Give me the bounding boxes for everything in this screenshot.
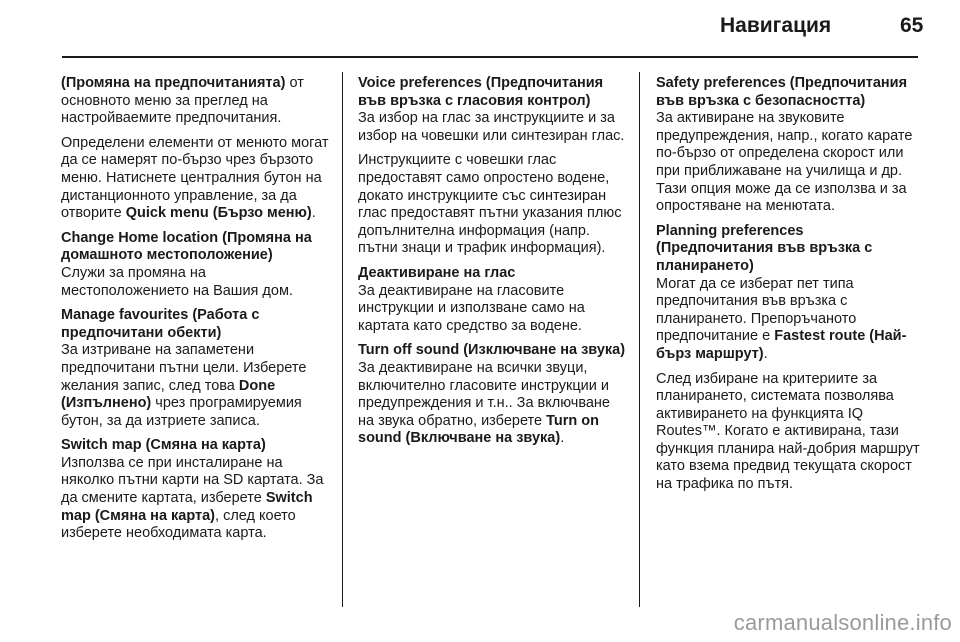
body-text: . <box>763 345 768 362</box>
section-heading: Деактивиране на глас <box>358 264 516 281</box>
section-safety-preferences <box>656 75 928 216</box>
menu-reference: Quick menu (Бързо меню) <box>125 205 312 222</box>
paragraph <box>61 75 333 128</box>
body-text: За деактивиране на гласовите инструкции и използване само на картата като средство за водене. <box>358 282 585 334</box>
paragraph <box>656 276 928 364</box>
section-heading: (Промяна на предпочитанията) <box>61 75 286 91</box>
section-heading: Voice preferences (Предпочитания във връзка с гласовия контрол) <box>358 75 604 109</box>
paragraph: След избиране на критериите за планирането, системата позволява активирането на функцията IQ Routes™. Когато е активирана, тази функция планира най-добрия маршрут като взема предвид текущата скорост на трафика по пътя. <box>656 370 920 493</box>
body-text: За активиране на звуковите предупреждения, напр., когато карате по-бързо от определена скорост или при приближаване на училища и др. Тази опция може да се използва и за опростяване на менютата. <box>656 110 913 215</box>
column-2 <box>358 75 630 455</box>
body-text: чрез програмируемия бутон, за да изтриете записа. <box>61 395 302 429</box>
paragraph: Инструкциите с човешки глас предоставят само опростено водене, докато инструкциите със синтезиран глас предоставят пътни указания плюс допълнителна информация (напр. пътни знаци и трафик информация). <box>358 152 622 257</box>
section-voice-preferences <box>358 75 630 258</box>
section-turn-off-sound <box>358 342 630 448</box>
column-divider <box>342 72 343 607</box>
menu-reference: Fastest route (Най-бърз маршрут) <box>656 328 907 362</box>
body-text: За изтриване на запаметени предпочитани пътни цели. Изберете желания запис, след това <box>61 342 307 394</box>
body-text: Използва се при инсталиране на няколко пътни карти на SD картата. За да смените картата, изберете <box>61 454 324 507</box>
menu-reference: Switch map (Смяна на карта) <box>61 490 313 524</box>
page-header-title: Навигация <box>720 14 832 37</box>
header-divider <box>62 56 918 58</box>
section-heading: Safety preferences (Предпочитания във връзка с безопасността) <box>656 75 908 109</box>
body-text: За деактивиране на всички звуци, включително гласовите инструкции и предупреждения и т.н.. За включване на звука обратно, изберете <box>358 359 610 429</box>
body-text: Определени елементи от менюто могат да се намерят по-бързо чрез бързото меню. Натиснете централния бутон на дистанционното управление, за да отворите <box>61 134 329 222</box>
section-disable-voice <box>358 265 630 335</box>
body-text: Служи за промяна на местоположението на Вашия дом. <box>61 264 293 299</box>
section-heading: Planning preferences <box>656 222 804 239</box>
section-heading: Change Home location (Промяна на домашното местоположение) <box>61 229 312 264</box>
paragraph <box>61 135 333 223</box>
section-planning-preferences <box>656 223 928 494</box>
body-text: , след което изберете необходимата карта. <box>61 507 296 542</box>
column-divider <box>639 72 640 607</box>
section-heading: (Предпочитания във връзка с планирането) <box>656 240 873 274</box>
body-text: . <box>560 430 565 447</box>
body-text: Могат да се изберат пет типа предпочитания във връзка с планирането. Препоръчаното предпочитание е <box>656 275 857 345</box>
body-text: от основното меню за преглед на настройваемите предпочитания. <box>61 75 304 127</box>
section-manage-favourites <box>61 307 333 430</box>
menu-reference: Done (Изпълнено) <box>61 377 276 412</box>
menu-reference: Turn on sound (Включване на звука) <box>358 412 599 447</box>
page-number: 65 <box>900 14 924 37</box>
paragraph: За избор на глас за инструкциите и за избор на човешки или синтезиран глас. <box>358 110 625 144</box>
section-switch-map <box>61 437 333 543</box>
watermark: carmanualsonline.info <box>733 610 952 635</box>
section-change-preferences <box>61 75 333 223</box>
section-heading: Turn off sound (Изключване на звука) <box>358 342 626 359</box>
body-text: . <box>311 205 316 222</box>
section-heading: Manage favourites (Работа с предпочитани обекти) <box>61 307 260 341</box>
column-1 <box>61 75 333 550</box>
section-heading: Switch map (Смяна на карта) <box>61 437 266 454</box>
column-3 <box>656 75 928 501</box>
section-change-home-location <box>61 230 333 300</box>
